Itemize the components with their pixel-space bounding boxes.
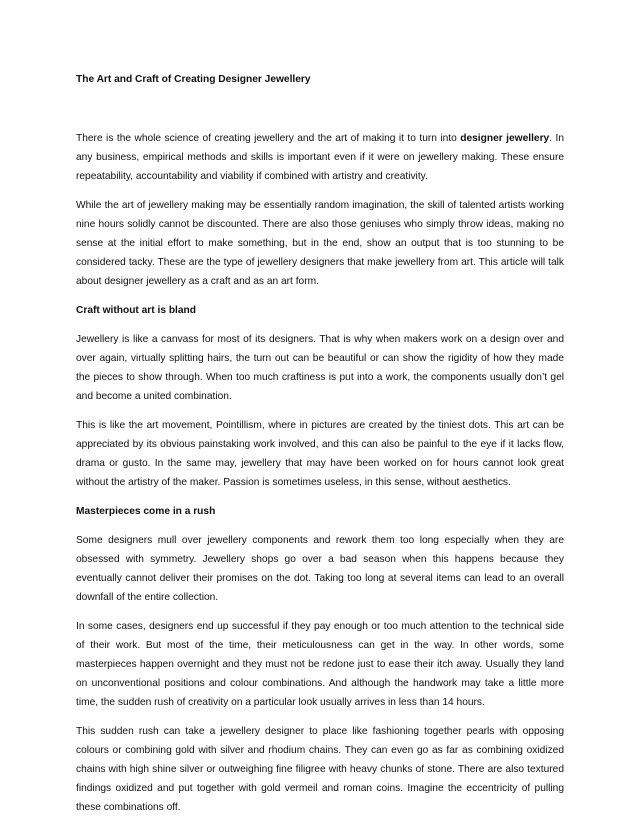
section-2-paragraph-2: In some cases, designers end up successful if they pay enough or too much attention to the technical side of their work. But most of the time, their meticulousness can get in the way. In other words, some masterpieces happen overnight and they must not be redone just to ease their itch away. Usually they land on unconventional positions and colour combinations. And although the handwork may take a little more time, the sudden rush of creativity on a particular look usually arrives in less than 14 hours. bbox=[76, 621, 564, 708]
intro-text-start: There is the whole science of creating jewellery and the art of making it to turn into bbox=[76, 133, 461, 144]
document-page bbox=[76, 70, 564, 827]
section-heading-craft: Craft without art is bland bbox=[76, 305, 196, 316]
intro-paragraph bbox=[76, 129, 564, 186]
intro-text-end: . In any business, empirical methods and skills is important even if it were on jewellery making. These ensure repeatability, accountability and viability if combined with artistry and creativity. bbox=[76, 133, 564, 182]
section-heading-masterpieces: Masterpieces come in a rush bbox=[76, 506, 216, 517]
section-1-paragraph-2: This is like the art movement, Pointillism, where in pictures are created by the tiniest dots. This art can be appreciated by its obvious painstaking work involved, and this can also be painful to the eye if it lacks flow, drama or gusto. In the same may, jewellery that may have been worked on for hours cannot look great without the artistry of the maker. Passion is sometimes useless, in this sense, without aesthetics. bbox=[76, 420, 564, 488]
section-1-paragraph-1: Jewellery is like a canvass for most of its designers. That is why when makers work on a design over and over again, virtually splitting hairs, the turn out can be beautiful or can show the rigidity of how they made the pieces to show through. When too much craftiness is put into a work, the components usually don’t gel and become a united combination. bbox=[76, 334, 564, 402]
section-2-paragraph-3: This sudden rush can take a jewellery designer to place like fashioning together pearls with opposing colours or combining gold with silver and rhodium chains. They can even go as far as combining oxidized chains with high shine silver or outweighing fine filigree with heavy chunks of stone. There are also textured findings oxidized and put together with gold vermeil and roman coins. Imagine the eccentricity of pulling these combinations off. bbox=[76, 726, 564, 813]
section-2-paragraph-1: Some designers mull over jewellery components and rework them too long especially when they are obsessed with symmetry. Jewellery shops go over a bad season when this happens because they eventually cannot deliver their promises on the dot. Taking too long at several items can lead to an overall downfall of the entire collection. bbox=[76, 535, 564, 603]
intro-keyword: designer jewellery bbox=[460, 133, 550, 144]
document-title: The Art and Craft of Creating Designer Jewellery bbox=[76, 74, 311, 85]
paragraph-2: While the art of jewellery making may be essentially random imagination, the skill of talented artists working nine hours solidly cannot be discounted. There are also those geniuses who simply throw ideas, making no sense at the initial effort to make something, but in the end, show an output that is too stunning to be considered tacky. These are the type of jewellery designers that make jewellery from art. This article will talk about designer jewellery as a craft and as an art form. bbox=[76, 200, 564, 287]
